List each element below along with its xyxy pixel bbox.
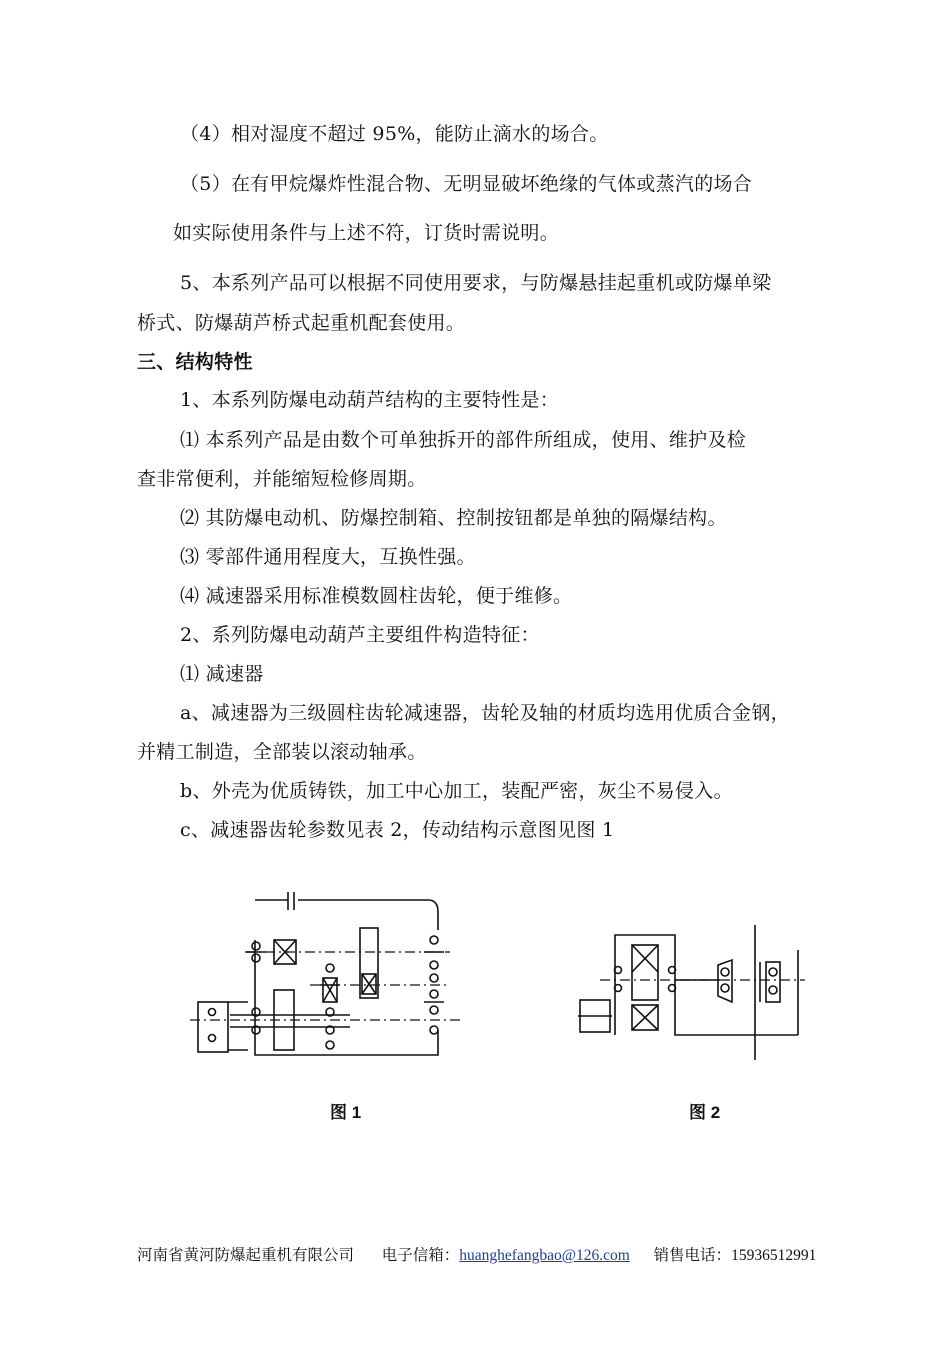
- paragraph-order-note: 如实际使用条件与上述不符，订货时需说明。: [173, 222, 560, 244]
- paragraph-main-features: 1、本系列防爆电动葫芦结构的主要特性是：: [180, 389, 560, 411]
- paragraph-feature4: ⑷ 减速器采用标准模数圆柱齿轮，便于维修。: [180, 585, 573, 607]
- page-footer: [137, 1243, 816, 1265]
- footer-phone: 15936512991: [731, 1247, 817, 1264]
- footer-company: 河南省黄河防爆起重机有限公司: [137, 1247, 355, 1264]
- paragraph-feature2: ⑵ 其防爆电动机、防爆控制箱、控制按钮都是单独的隔爆结构。: [180, 507, 727, 529]
- paragraph-humidity: （4）相对湿度不超过 95%，能防止滴水的场合。: [180, 123, 609, 145]
- figure-2-caption: 图 2: [689, 1103, 721, 1122]
- footer-phone-label: 销售电话：: [653, 1247, 732, 1264]
- figure-1-caption: 图 1: [330, 1103, 362, 1122]
- figure-2-drive-diagram: [570, 910, 810, 1065]
- footer-email-link[interactable]: huanghefangbao@126.com: [459, 1247, 630, 1264]
- section-heading-structure: 三、结构特性: [137, 351, 253, 373]
- paragraph-feature3: ⑶ 零部件通用程度大，互换性强。: [180, 546, 476, 568]
- paragraph-feature1-line1: ⑴ 本系列产品是由数个可单独拆开的部件所组成，使用、维护及检: [180, 429, 747, 451]
- paragraph-reducer-a-line2: 并精工制造，全部装以滚动轴承。: [137, 741, 427, 763]
- paragraph-feature1-line2: 查非常便利，并能缩短检修周期。: [137, 468, 427, 490]
- paragraph-reducer-c: c、减速器齿轮参数见表 2，传动结构示意图见图 1: [180, 819, 615, 841]
- paragraph-reducer-b: b、外壳为优质铸铁，加工中心加工，装配严密，灰尘不易侵入。: [180, 780, 733, 802]
- paragraph-methane: （5）在有甲烷爆炸性混合物、无明显破坏绝缘的气体或蒸汽的场合: [180, 173, 753, 195]
- paragraph-item5-line1: 5、本系列产品可以根据不同使用要求，与防爆悬挂起重机或防爆单梁: [180, 272, 772, 294]
- paragraph-reducer: ⑴ 减速器: [180, 663, 264, 685]
- footer-email-label: 电子信箱：: [381, 1247, 460, 1264]
- paragraph-item5-line2: 桥式、防爆葫芦桥式起重机配套使用。: [137, 312, 466, 334]
- paragraph-reducer-a-line1: a、减速器为三级圆柱齿轮减速器，齿轮及轴的材质均选用优质合金钢，: [180, 702, 790, 724]
- figure-1-gear-diagram: [190, 890, 480, 1080]
- paragraph-components: 2、系列防爆电动葫芦主要组件构造特征：: [180, 624, 540, 646]
